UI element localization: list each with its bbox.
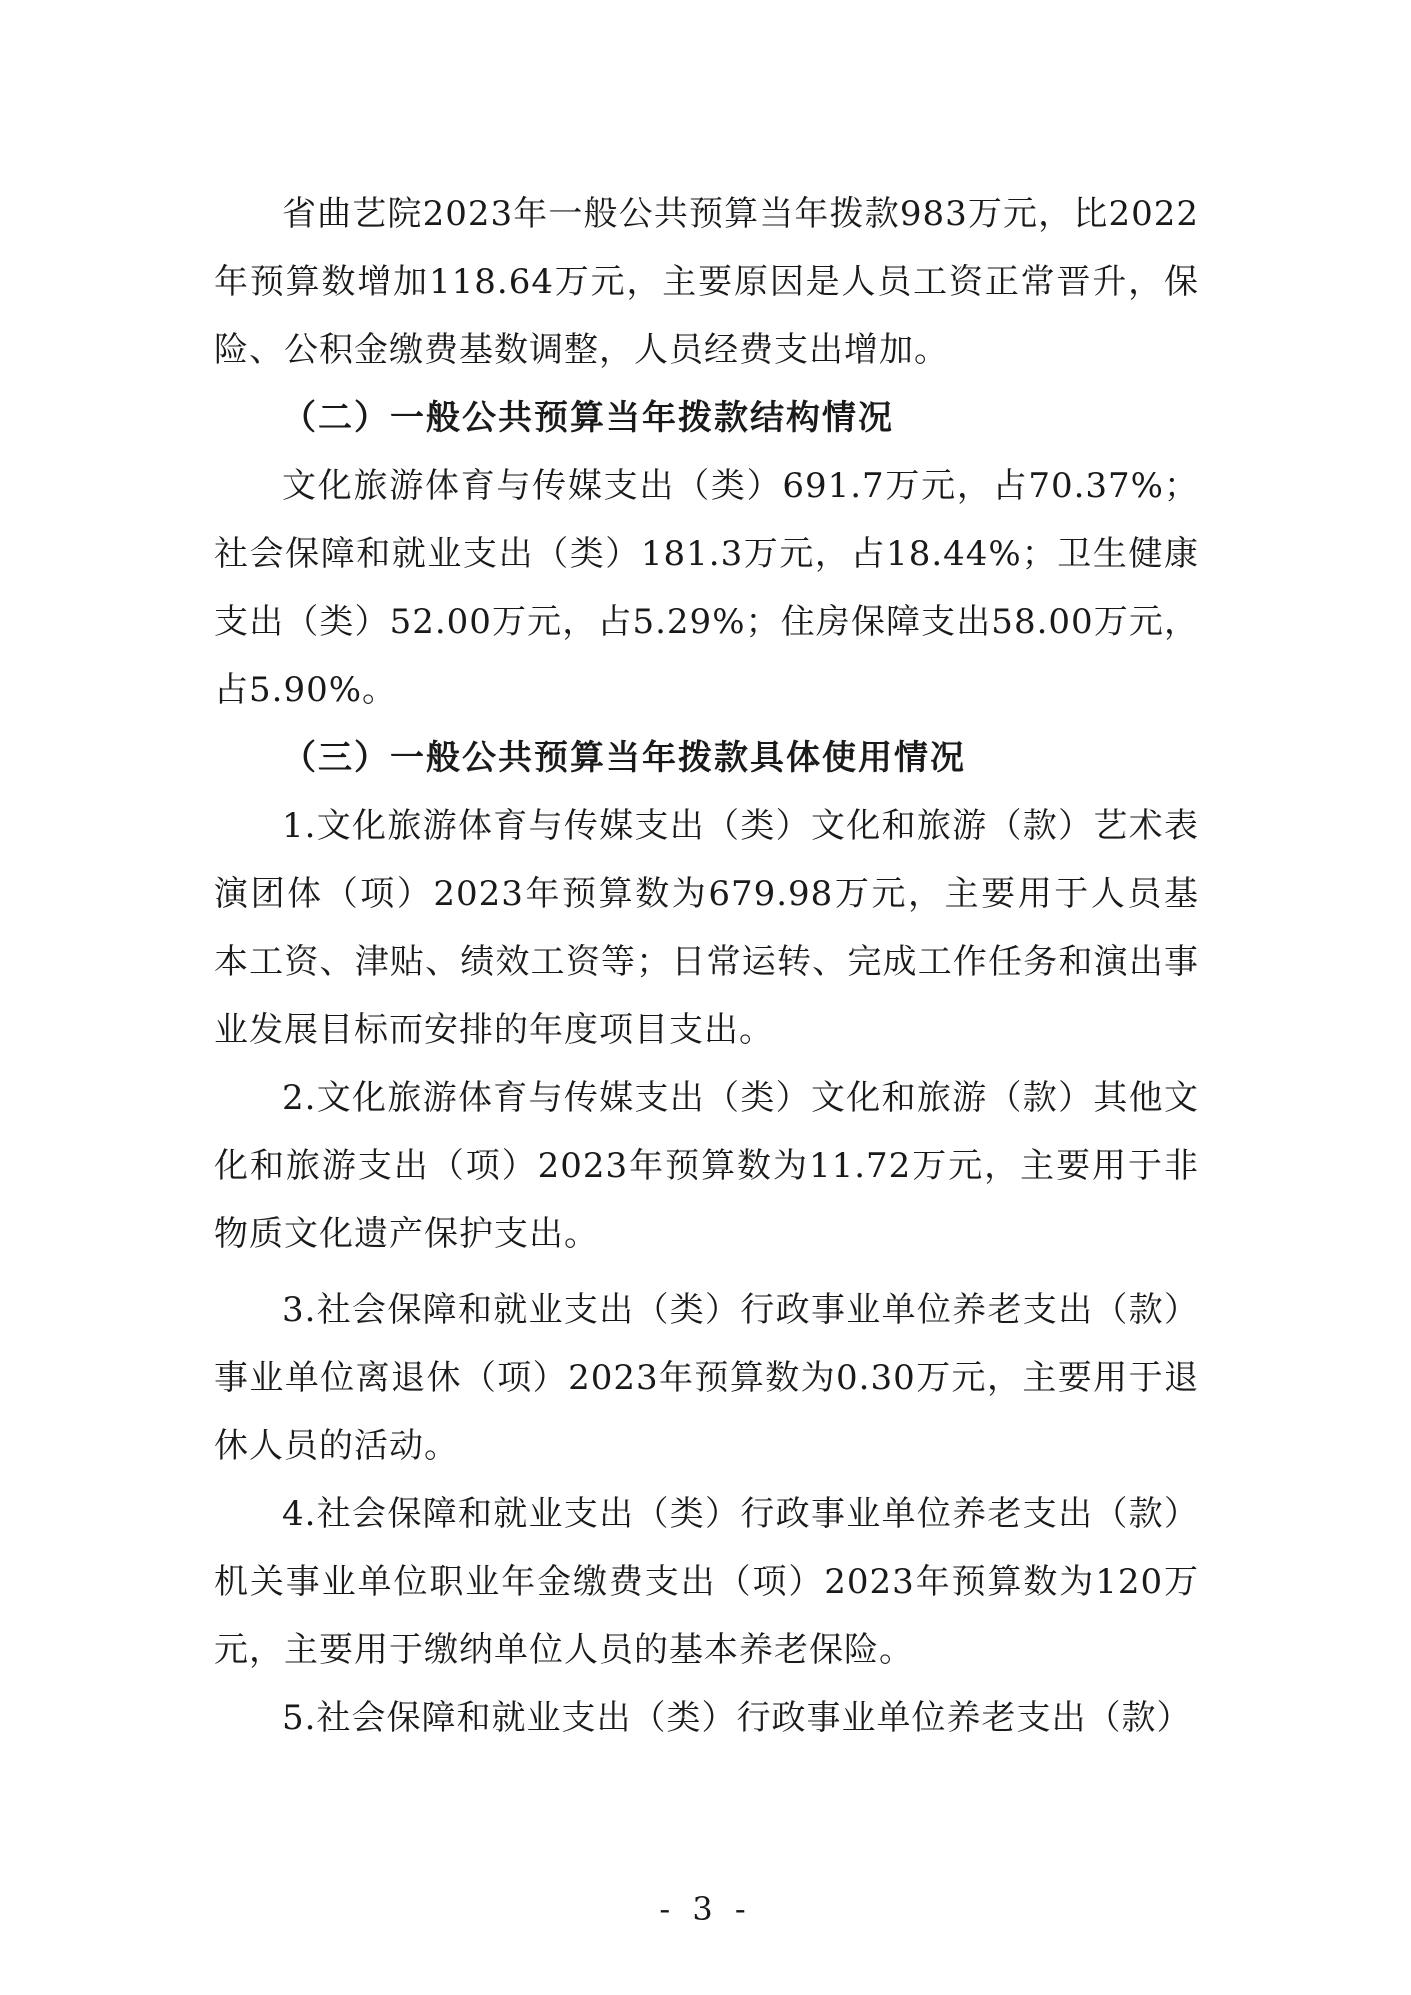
paragraph-budget-summary: 省曲艺院2023年一般公共预算当年拨款983万元，比2022年预算数增加118.64万元，主要原因是人员工资正常晋升，保险、公积金缴费基数调整，人员经费支出增加。 [214, 194, 1199, 370]
paragraph-item-5: 5.社会保障和就业支出（类）行政事业单位养老支出（款） [282, 1698, 1192, 1738]
page-number: - 3 - [659, 1890, 752, 1928]
paragraph-item-3: 3.社会保障和就业支出（类）行政事业单位养老支出（款）事业单位离退休（项）2023年预算数为0.30万元，主要用于退休人员的活动。 [214, 1290, 1199, 1466]
paragraph-structure: 文化旅游体育与传媒支出（类）691.7万元，占70.37%；社会保障和就业支出（类）181.3万元，占18.44%；卫生健康支出（类）52.00万元，占5.29%；住房保障支出58.00万元，占5.90%。 [214, 466, 1199, 710]
paragraph-item-2: 2.文化旅游体育与传媒支出（类）文化和旅游（款）其他文化和旅游支出（项）2023年预算数为11.72万元，主要用于非物质文化遗产保护支出。 [214, 1078, 1199, 1254]
paragraph-item-4: 4.社会保障和就业支出（类）行政事业单位养老支出（款）机关事业单位职业年金缴费支出（项）2023年预算数为120万元，主要用于缴纳单位人员的基本养老保险。 [214, 1494, 1199, 1670]
paragraph-item-1: 1.文化旅游体育与传媒支出（类）文化和旅游（款）艺术表演团体（项）2023年预算数为679.98万元，主要用于人员基本工资、津贴、绩效工资等；日常运转、完成工作任务和演出事业发展目标而安排的年度项目支出。 [214, 806, 1199, 1050]
heading-usage: （三）一般公共预算当年拨款具体使用情况 [282, 738, 966, 778]
page-body [214, 180, 1199, 1752]
heading-structure: （二）一般公共预算当年拨款结构情况 [282, 398, 894, 438]
